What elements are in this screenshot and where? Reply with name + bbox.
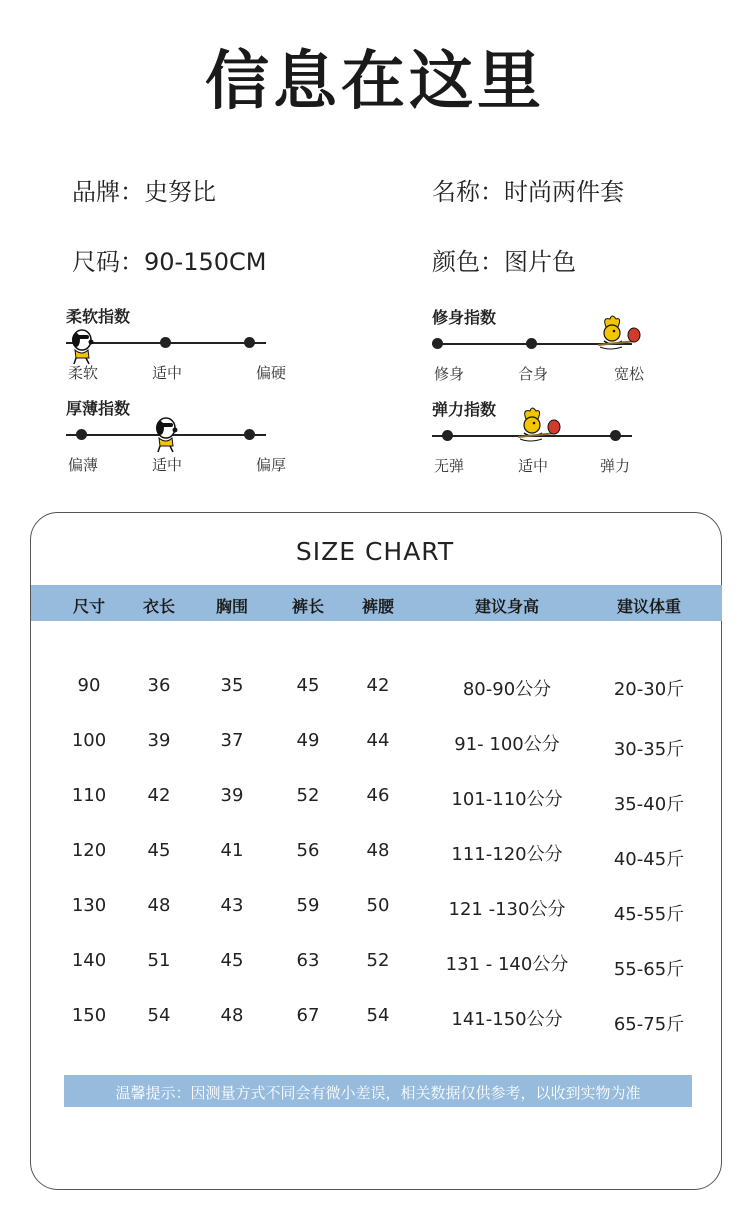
fit-index-dot bbox=[432, 338, 443, 349]
table-cell: 42 bbox=[147, 785, 171, 806]
table-cell: 120 bbox=[71, 840, 107, 861]
table-cell: 48 bbox=[147, 895, 171, 916]
name-info bbox=[432, 172, 624, 207]
page-title: 信息在这里 bbox=[205, 45, 545, 119]
table-cell: 45-55斤 bbox=[613, 904, 685, 925]
table-cell: 45 bbox=[220, 950, 244, 971]
table-cell: 55-65斤 bbox=[613, 959, 685, 980]
table-cell: 101-110公分 bbox=[451, 789, 563, 810]
table-cell: 56 bbox=[296, 840, 320, 861]
table-cell: 41 bbox=[220, 840, 244, 861]
table-header-cell: 衣长 bbox=[142, 597, 176, 616]
table-cell: 35 bbox=[220, 675, 244, 696]
table-cell: 45 bbox=[147, 840, 171, 861]
fit-index-title: 修身指数 bbox=[432, 308, 497, 327]
name-value: 时尚两件套 bbox=[504, 178, 624, 206]
elastic-index-label: 适中 bbox=[518, 457, 549, 475]
table-cell: 65-75斤 bbox=[613, 1014, 685, 1035]
table-cell: 44 bbox=[366, 730, 390, 751]
color-label: 颜色： bbox=[432, 248, 504, 276]
brand-label: 品牌： bbox=[72, 178, 144, 206]
soft-index-dot bbox=[244, 337, 255, 348]
table-header-cell: 裤长 bbox=[291, 597, 325, 616]
table-cell: 54 bbox=[366, 1005, 390, 1026]
elastic-index bbox=[432, 397, 692, 487]
table-cell: 42 bbox=[366, 675, 390, 696]
table-cell: 111-120公分 bbox=[451, 844, 563, 865]
thickness-index-dot bbox=[244, 429, 255, 440]
brand-value: 史努比 bbox=[144, 178, 216, 206]
table-cell: 48 bbox=[220, 1005, 244, 1026]
table-cell: 50 bbox=[366, 895, 390, 916]
elastic-index-label: 无弹 bbox=[434, 457, 465, 475]
table-header-cell: 建议体重 bbox=[616, 597, 682, 616]
snoopy-icon bbox=[152, 410, 182, 454]
table-cell: 130 bbox=[71, 895, 107, 916]
table-cell: 20-30斤 bbox=[613, 679, 685, 700]
table-cell: 35-40斤 bbox=[613, 794, 685, 815]
table-cell: 121 -130公分 bbox=[448, 899, 566, 920]
table-cell: 52 bbox=[296, 785, 320, 806]
table-cell: 150 bbox=[71, 1005, 107, 1026]
table-cell: 46 bbox=[366, 785, 390, 806]
elastic-index-label: 弹力 bbox=[600, 457, 631, 475]
table-cell: 48 bbox=[366, 840, 390, 861]
fit-index-label: 宽松 bbox=[614, 365, 645, 383]
table-cell: 110 bbox=[71, 785, 107, 806]
table-header-cell: 裤腰 bbox=[361, 597, 395, 616]
size-value: 90-150CM bbox=[144, 248, 267, 276]
table-cell: 51 bbox=[147, 950, 171, 971]
woodstock-icon bbox=[596, 313, 642, 353]
size-label: 尺码： bbox=[72, 248, 144, 276]
size-info bbox=[72, 242, 266, 277]
soft-index-label: 适中 bbox=[152, 364, 183, 382]
elastic-index-dot bbox=[610, 430, 621, 441]
soft-index-label: 偏硬 bbox=[256, 364, 287, 382]
thickness-index-label: 偏厚 bbox=[256, 456, 287, 474]
table-cell: 39 bbox=[147, 730, 171, 751]
soft-index-label: 柔软 bbox=[68, 364, 99, 382]
color-value: 图片色 bbox=[504, 248, 576, 276]
table-cell: 43 bbox=[220, 895, 244, 916]
table-cell: 30-35斤 bbox=[613, 739, 685, 760]
size-chart-title: SIZE CHART bbox=[295, 537, 455, 566]
table-cell: 140 bbox=[71, 950, 107, 971]
brand-info bbox=[72, 172, 216, 207]
fit-index bbox=[432, 305, 692, 395]
color-info bbox=[432, 242, 576, 277]
table-cell: 67 bbox=[296, 1005, 320, 1026]
elastic-index-title: 弹力指数 bbox=[432, 400, 497, 419]
table-cell: 36 bbox=[147, 675, 171, 696]
table-cell: 80-90公分 bbox=[462, 679, 552, 700]
thickness-index-dot bbox=[76, 429, 87, 440]
table-cell: 49 bbox=[296, 730, 320, 751]
table-cell: 59 bbox=[296, 895, 320, 916]
fit-index-label: 合身 bbox=[518, 365, 549, 383]
name-label: 名称： bbox=[432, 178, 504, 206]
snoopy-icon bbox=[68, 322, 98, 366]
thickness-index bbox=[66, 396, 326, 486]
table-cell: 45 bbox=[296, 675, 320, 696]
table-cell: 39 bbox=[220, 785, 244, 806]
woodstock-icon bbox=[516, 405, 562, 445]
table-cell: 37 bbox=[220, 730, 244, 751]
table-cell: 90 bbox=[77, 675, 101, 696]
thickness-index-title: 厚薄指数 bbox=[66, 399, 131, 418]
thickness-index-label: 偏薄 bbox=[68, 456, 99, 474]
tip-text: 温馨提示：因测量方式不同会有微小差误，相关数据仅供参考，以收到实物为准 bbox=[115, 1084, 641, 1102]
table-cell: 54 bbox=[147, 1005, 171, 1026]
table-cell: 131 - 140公分 bbox=[445, 954, 569, 975]
table-cell: 63 bbox=[296, 950, 320, 971]
table-header-cell: 胸围 bbox=[215, 597, 249, 616]
table-cell: 91- 100公分 bbox=[454, 734, 560, 755]
table-cell: 141-150公分 bbox=[451, 1009, 563, 1030]
soft-index bbox=[66, 304, 326, 394]
soft-index-title: 柔软指数 bbox=[66, 307, 131, 326]
table-cell: 40-45斤 bbox=[613, 849, 685, 870]
fit-index-dot bbox=[526, 338, 537, 349]
fit-index-label: 修身 bbox=[434, 365, 465, 383]
soft-index-dot bbox=[160, 337, 171, 348]
table-header-cell: 建议身高 bbox=[474, 597, 540, 616]
table-cell: 52 bbox=[366, 950, 390, 971]
table-header-cell: 尺寸 bbox=[72, 597, 106, 616]
table-cell: 100 bbox=[71, 730, 107, 751]
thickness-index-label: 适中 bbox=[152, 456, 183, 474]
elastic-index-dot bbox=[442, 430, 453, 441]
